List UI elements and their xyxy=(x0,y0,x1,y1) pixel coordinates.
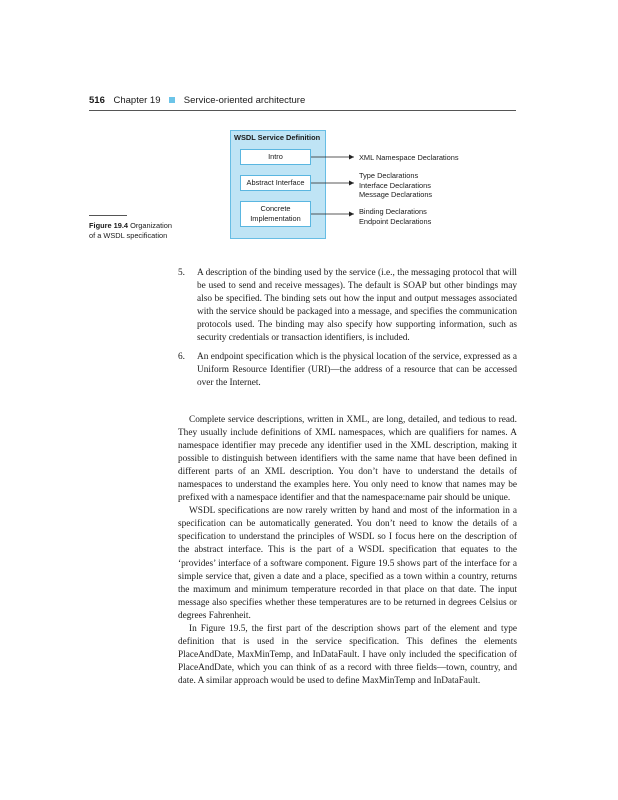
list-item xyxy=(178,267,517,345)
concrete-implementation-box xyxy=(240,201,311,227)
figure-box-title: WSDL Service Definition xyxy=(234,133,321,142)
xml-namespace-declarations: XML Namespace Declarations xyxy=(359,153,459,162)
list-number: 6. xyxy=(178,352,185,362)
list-text: An endpoint specification which is the physical location of the service, expressed as a Uniform Resource Identifier (URI)—the address of a resource that can be accessed over the Internet. xyxy=(197,352,517,388)
abstract-interface-label: Abstract Interface xyxy=(246,178,305,187)
caption-text-1: Organization xyxy=(130,221,172,230)
page-number: 516 xyxy=(89,95,105,106)
declaration-group-concrete xyxy=(359,207,431,226)
list-text: A description of the binding used by the service (i.e., the messaging protocol that will be used to send and receive messages). The default is SOAP but other bindings may also be specified. The binding sets out how the input and output messages associated with the service should be packaged into a message, and specifies the communication protocols used. The binding may also specify how supporting information, such as security credentials or transaction identifiers, is included. xyxy=(197,268,517,343)
type-declarations: Type Declarations xyxy=(359,171,419,180)
intro-box xyxy=(240,149,311,165)
figure-caption xyxy=(89,221,189,240)
endpoint-declarations: Endpoint Declarations xyxy=(359,216,432,226)
running-header xyxy=(89,95,516,106)
paragraph: Complete service descriptions, written in XML, are long, detailed, and tedious to read. They usually include definitions of XML namespaces, which are qualifiers for names. A namespace identifier may precede any identifier used in the XML description, making it possible to distinguish between identifiers with the same name that have been defined in different parts of an XML description. You don’t have to understand the details of namespaces to understand the examples here. You only need to know that names may be prefixed with a namespace identifier and that the namespace:name pair should be unique. xyxy=(178,415,517,504)
caption-text-2: of a WSDL specification xyxy=(89,230,168,240)
message-declarations: Message Declarations xyxy=(359,190,433,199)
list-item xyxy=(178,351,517,390)
concrete-label-line1: Concrete xyxy=(260,204,291,213)
figure-label: Figure 19.4 xyxy=(89,221,129,230)
header-rule xyxy=(89,110,516,111)
header-square-icon xyxy=(169,97,175,103)
section-title: Service-oriented architecture xyxy=(183,95,306,106)
interface-declarations: Interface Declarations xyxy=(359,180,431,190)
chapter-label: Chapter 19 xyxy=(113,95,161,106)
paragraph: WSDL specifications are now rarely written by hand and most of the information in a specification can be automatically generated. You don’t need to know the details of a specification to understand the principles of WSDL so I focus here on the description of the abstract interface. This is the part of a WSDL specification that equates to the ‘provides’ interface of a software component. Figure 19.5 shows part of the interface for a simple service that, given a date and a place, specified as a town within a country, returns the maximum and minimum temperature recorded in that place on that date. The input message also specifies whether these temperatures are to be returned in degrees Celsius or degrees Fahrenheit. xyxy=(178,506,517,621)
numbered-list xyxy=(178,267,517,396)
declaration-group-abstract xyxy=(359,171,432,200)
abstract-interface-box xyxy=(240,175,311,191)
caption-rule xyxy=(89,215,127,216)
binding-declarations: Binding Declarations xyxy=(359,207,427,216)
paragraph: In Figure 19.5, the first part of the description shows part of the element and type definition that is used in the service specification. This defines the elements PlaceAndDate, MaxMinTemp, and InDataFault. I have only included the specification of PlaceAndDate, which you can think of as a record with three fields—town, country, and date. A similar approach would be used to define MaxMinTemp and InDataFault. xyxy=(178,623,517,686)
body-text xyxy=(178,414,517,688)
concrete-label-line2: Implementation xyxy=(250,214,301,223)
intro-label: Intro xyxy=(268,152,283,161)
list-number: 5. xyxy=(178,268,185,278)
declaration-group-intro xyxy=(359,153,459,163)
